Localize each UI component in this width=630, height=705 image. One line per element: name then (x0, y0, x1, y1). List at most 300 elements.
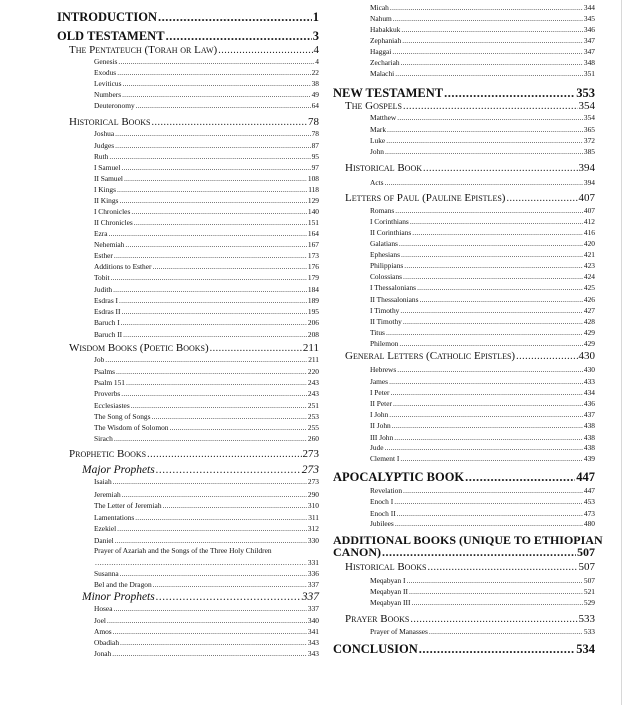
toc-entry-title: I John (370, 410, 389, 419)
toc-entry-i-kings[interactable] (57, 186, 319, 193)
toc-entry-james[interactable] (333, 378, 595, 385)
toc-page-number: 424 (583, 272, 595, 281)
toc-entry-nahum[interactable] (333, 15, 595, 22)
toc-entry-title: Letters of Paul (Pauline Epistles) (345, 192, 506, 204)
toc-entry-titus[interactable] (333, 329, 595, 336)
toc-leader-dots (391, 389, 583, 396)
toc-entry-leviticus[interactable] (57, 80, 319, 87)
toc-entry-title: Baruch II (94, 330, 123, 339)
toc-entry-introduction[interactable] (57, 11, 319, 24)
toc-entry-canon[interactable] (333, 546, 595, 558)
toc-page-number: 438 (583, 443, 595, 452)
toc-entry-title: I Kings (94, 185, 116, 194)
toc-page-number: 108 (307, 174, 319, 183)
toc-entry-title: I Timothy (370, 306, 400, 315)
toc-entry-jonah[interactable] (57, 650, 319, 657)
toc-entry-title: Malachi (370, 69, 395, 78)
toc-entry-deuteronomy[interactable] (57, 102, 319, 109)
toc-page-number: 430 (583, 365, 595, 374)
toc-entry-new-testament[interactable] (333, 87, 595, 100)
toc-leader-dots (117, 186, 307, 193)
toc-leader-dots (427, 563, 577, 573)
toc-entry-mark[interactable] (333, 126, 595, 133)
toc-entry-title: Prophetic Books (69, 448, 147, 460)
toc-entry-susanna[interactable] (57, 570, 319, 577)
toc-entry-matthew[interactable] (333, 114, 595, 121)
toc-page-number: 78 (308, 116, 319, 128)
toc-entry-title: Historical Book (345, 162, 422, 174)
toc-entry-i-john[interactable] (333, 411, 595, 418)
toc-entry-romans[interactable] (333, 207, 595, 214)
toc-entry-iii-john[interactable] (333, 434, 595, 441)
toc-leader-dots (158, 11, 312, 24)
toc-leader-dots (389, 411, 583, 418)
toc-entry-baruch-i[interactable] (57, 319, 319, 326)
toc-leader-dots (116, 368, 307, 375)
toc-page-number: 521 (583, 587, 595, 596)
toc-leader-dots (147, 450, 301, 460)
toc-entry-title: Joshua (94, 129, 115, 138)
toc-entry-historical-books[interactable] (333, 562, 595, 573)
toc-leader-dots (390, 4, 583, 11)
toc-page-number: 343 (307, 638, 319, 647)
toc-entry-ezra[interactable] (57, 230, 319, 237)
toc-entry-prayer-books[interactable] (333, 614, 595, 625)
toc-leader-dots (394, 434, 583, 441)
toc-leader-dots (135, 514, 307, 521)
toc-leader-dots (113, 628, 307, 635)
toc-entry-hosea[interactable] (57, 605, 319, 612)
toc-page-number: 421 (583, 250, 595, 259)
toc-entry-exodus[interactable] (57, 69, 319, 76)
toc-leader-dots (404, 262, 583, 269)
toc-entry-title: II Samuel (94, 174, 123, 183)
toc-entry-title: Bel and the Dragon (94, 580, 152, 589)
toc-page-number: 243 (307, 389, 319, 398)
toc-page-number: 206 (307, 318, 319, 327)
toc-entry-i-peter[interactable] (333, 389, 595, 396)
toc-leader-dots (122, 91, 311, 98)
toc-page-number: 260 (307, 434, 319, 443)
toc-entry-ii-timothy[interactable] (333, 318, 595, 325)
toc-entry-title: Sirach (94, 434, 113, 443)
toc-entry-title: Major Prophets (82, 464, 155, 476)
toc-leader-dots (410, 218, 583, 225)
toc-entry-title: Jubilees (370, 519, 394, 528)
toc-page-number: 331 (307, 558, 319, 567)
toc-entry-apocalyptic-book[interactable] (333, 471, 595, 484)
toc-page-number: 220 (307, 367, 319, 376)
toc-entry-title: NEW TESTAMENT (333, 86, 444, 100)
toc-page-number: 430 (578, 350, 595, 362)
toc-entry-title: The Gospels (345, 100, 402, 112)
toc-entry-title: OLD TESTAMENT (57, 29, 165, 43)
toc-entry-old-testament[interactable] (57, 30, 319, 43)
toc-entry-title: Haggai (370, 47, 392, 56)
toc-page-number: 129 (307, 196, 319, 205)
toc-entry-letters-of-paul-pauline-epistles[interactable] (333, 193, 595, 204)
toc-page-number: 533 (583, 627, 595, 636)
toc-entry-enoch-i[interactable] (333, 498, 595, 505)
toc-entry-bel-and-the-dragon[interactable] (57, 581, 319, 588)
toc-page-number: 433 (583, 377, 595, 386)
toc-entry-title: II Thessalonians (370, 295, 419, 304)
toc-entry-ezekiel[interactable] (57, 525, 319, 532)
toc-page-number: 385 (583, 147, 595, 156)
toc-entry-the-wisdom-of-solomon[interactable] (57, 424, 319, 431)
toc-entry-title: CONCLUSION (333, 642, 418, 656)
toc-leader-dots (112, 650, 307, 657)
toc-entry-nehemiah[interactable] (57, 241, 319, 248)
toc-entry-prophetic-books[interactable] (57, 449, 319, 460)
toc-leader-dots (395, 520, 583, 527)
toc-entry-the-gospels[interactable] (333, 101, 595, 112)
toc-entry-title: Clement I (370, 454, 400, 463)
toc-entry-title: Obadiah (94, 638, 120, 647)
toc-page-number: 345 (583, 14, 595, 23)
toc-entry-numbers[interactable] (57, 91, 319, 98)
toc-leader-dots (516, 352, 577, 362)
toc-page-number: 354 (578, 100, 595, 112)
toc-entry-ii-thessalonians[interactable] (333, 296, 595, 303)
toc-page-number: 347 (583, 47, 595, 56)
toc-entry-title: Genesis (94, 57, 118, 66)
toc-leader-dots (392, 48, 583, 55)
toc-leader-dots (385, 148, 583, 155)
toc-page-number: 507 (578, 561, 595, 573)
toc-entry-title: Judges (94, 141, 115, 150)
toc-entry-obadiah[interactable] (57, 639, 319, 646)
toc-page-number: 347 (583, 36, 595, 45)
toc-entry-ephesians[interactable] (333, 251, 595, 258)
toc-entry-philippians[interactable] (333, 262, 595, 269)
toc-entry-ii-peter[interactable] (333, 400, 595, 407)
toc-entry-micah[interactable] (333, 4, 595, 11)
toc-page-number: 211 (308, 355, 319, 364)
toc-page-number: 22 (311, 68, 319, 77)
toc-entry-philemon[interactable] (333, 340, 595, 347)
toc-page-number: 310 (307, 501, 319, 510)
toc-page-number: 348 (583, 58, 595, 67)
toc-leader-dots (156, 592, 301, 604)
toc-entry-title: Ezra (94, 229, 108, 238)
toc-entry-ruth[interactable] (57, 153, 319, 160)
toc-entry-title: II Timothy (370, 317, 402, 326)
toc-page-number: 167 (307, 240, 319, 249)
toc-leader-dots (121, 319, 307, 326)
toc-page-number: 4 (313, 44, 319, 56)
toc-leader-dots (122, 491, 307, 498)
toc-entry-galatians[interactable] (333, 240, 595, 247)
toc-entry-judges[interactable] (57, 142, 319, 149)
toc-leader-dots (402, 37, 583, 44)
toc-entry-ii-corinthians[interactable] (333, 229, 595, 236)
toc-leader-dots (397, 366, 583, 373)
toc-leader-dots (113, 605, 306, 612)
toc-entry-psalm-151[interactable] (57, 379, 319, 386)
toc-page-number: 95 (311, 152, 319, 161)
toc-entry-zechariah[interactable] (333, 59, 595, 66)
toc-entry-ecclesiastes[interactable] (57, 402, 319, 409)
toc-leader-dots (118, 58, 314, 65)
toc-page-number: 253 (307, 412, 319, 421)
toc-entry-historical-books[interactable] (57, 117, 319, 128)
toc-leader-dots (400, 455, 583, 462)
toc-page-number: 437 (583, 410, 595, 419)
toc-leader-dots (153, 581, 307, 588)
toc-entry-title: II John (370, 421, 391, 430)
toc-leader-dots (117, 525, 307, 532)
toc-entry-title: Nehemiah (94, 240, 125, 249)
toc-entry-lamentations[interactable] (57, 514, 319, 521)
toc-entry-i-corinthians[interactable] (333, 218, 595, 225)
toc-leader-dots (113, 286, 307, 293)
toc-entry-continuation[interactable] (57, 559, 319, 566)
toc-leader-dots (115, 537, 307, 544)
toc-leader-dots (397, 510, 583, 517)
toc-entry-sirach[interactable] (57, 435, 319, 442)
toc-page-number: 336 (307, 569, 319, 578)
toc-entry-ii-john[interactable] (333, 422, 595, 429)
toc-leader-dots (465, 471, 575, 484)
toc-entry-minor-prophets[interactable] (57, 592, 319, 604)
toc-entry-title: Esther (94, 251, 113, 260)
toc-leader-dots (386, 137, 583, 144)
toc-page-number: 151 (307, 218, 319, 227)
toc-page-number: 473 (583, 509, 595, 518)
toc-entry-esdras-ii[interactable] (57, 308, 319, 315)
toc-entry-the-song-of-songs[interactable] (57, 413, 319, 420)
toc-leader-dots (411, 599, 582, 606)
toc-page-number: 87 (311, 141, 319, 150)
toc-page-number: 351 (583, 69, 595, 78)
toc-leader-dots (397, 114, 583, 121)
toc-page-number: 312 (307, 524, 319, 533)
toc-page-number: 3 (312, 29, 319, 43)
toc-entry-luke[interactable] (333, 137, 595, 144)
toc-entry-title: Enoch I (370, 497, 394, 506)
toc-leader-dots (117, 69, 310, 76)
toc-entry-john[interactable] (333, 148, 595, 155)
toc-leader-dots (506, 194, 577, 204)
toc-entry-joshua[interactable] (57, 130, 319, 137)
toc-entry-ii-samuel[interactable] (57, 175, 319, 182)
toc-entry-title: II Peter (370, 399, 392, 408)
toc-entry-zephaniah[interactable] (333, 37, 595, 44)
toc-entry-i-chronicles[interactable] (57, 208, 319, 215)
toc-entry-title: Prayer of Manasses (370, 627, 428, 636)
toc-leader-dots (123, 331, 307, 338)
toc-page-number: 1 (312, 10, 319, 24)
toc-entry-clement-i[interactable] (333, 455, 595, 462)
toc-entry-title: Nahum (370, 14, 392, 23)
toc-page-number: 353 (576, 86, 595, 100)
toc-page-number: 184 (307, 285, 319, 294)
toc-leader-dots (417, 284, 583, 291)
toc-entry-i-timothy[interactable] (333, 307, 595, 314)
toc-leader-dots (401, 26, 583, 33)
toc-entry-general-letters-catholic-epistles[interactable] (333, 351, 595, 362)
toc-entry-joel[interactable] (57, 617, 319, 624)
toc-entry-ii-kings[interactable] (57, 197, 319, 204)
toc-entry-title: James (370, 377, 389, 386)
toc-leader-dots (151, 413, 306, 420)
toc-entry-meqabyan-ii[interactable] (333, 588, 595, 595)
toc-leader-dots (403, 487, 583, 494)
toc-entry-title: Habakkuk (370, 25, 401, 34)
toc-leader-dots (395, 207, 583, 214)
toc-entry-title: Luke (370, 136, 386, 145)
toc-entry-enoch-ii[interactable] (333, 510, 595, 517)
toc-entry-title: Zechariah (370, 58, 400, 67)
page-edge-divider (621, 0, 622, 705)
toc-page-number: 434 (583, 388, 595, 397)
toc-entry-title: Philemon (370, 339, 399, 348)
toc-leader-dots (403, 273, 583, 280)
toc-page-number: 189 (307, 296, 319, 305)
toc-entry-title: Hebrews (370, 365, 397, 374)
toc-leader-dots (115, 142, 310, 149)
toc-entry-title: Matthew (370, 113, 397, 122)
toc-entry-revelation[interactable] (333, 487, 595, 494)
toc-entry-title: Micah (370, 3, 389, 12)
toc-page-number: 140 (307, 207, 319, 216)
toc-page-number: 273 (302, 448, 319, 460)
toc-entry-i-thessalonians[interactable] (333, 284, 595, 291)
toc-entry-prayer-of-manasses[interactable] (333, 628, 595, 635)
toc-leader-dots (109, 153, 310, 160)
toc-page-number: 507 (583, 576, 595, 585)
toc-leader-dots (385, 179, 583, 186)
toc-leader-dots (107, 617, 307, 624)
toc-leader-dots (166, 30, 312, 43)
toc-entry-meqabyan-i[interactable] (333, 577, 595, 584)
toc-page-number: 38 (311, 79, 319, 88)
toc-page-number: 97 (311, 163, 319, 172)
toc-page-number: 343 (307, 649, 319, 658)
toc-leader-dots (389, 378, 583, 385)
toc-leader-dots (151, 118, 307, 128)
toc-page-number: 372 (583, 136, 595, 145)
toc-entry-malachi[interactable] (333, 70, 595, 77)
toc-entry-daniel[interactable] (57, 537, 319, 544)
toc-leader-dots (119, 197, 306, 204)
toc-entry-wisdom-books-poetic-books[interactable] (57, 343, 319, 354)
toc-leader-dots (121, 390, 307, 397)
toc-entry-hebrews[interactable] (333, 366, 595, 373)
toc-page-number: 534 (576, 642, 595, 656)
toc-leader-dots (109, 230, 307, 237)
toc-entry-title: Prayer of Azariah and the Songs of the Three Holy Children (94, 546, 272, 555)
toc-entry-the-pentateuch-torah-or-law[interactable] (57, 45, 319, 56)
toc-leader-dots (423, 164, 578, 174)
toc-entry-title: The Pentateuch (Torah or Law) (69, 44, 218, 56)
toc-page-number: 394 (583, 178, 595, 187)
toc-page-number: 412 (583, 217, 595, 226)
toc-leader-dots (382, 546, 576, 558)
toc-entry-title: The Letter of Jeremiah (94, 501, 162, 510)
toc-entry-baruch-ii[interactable] (57, 331, 319, 338)
toc-page-number: 243 (307, 378, 319, 387)
toc-entry-title: Ecclesiastes (94, 401, 130, 410)
toc-entry-title: Revelation (370, 486, 403, 495)
toc-leader-dots (131, 208, 307, 215)
toc-entry-title: II Kings (94, 196, 119, 205)
toc-entry-title: Historical Books (345, 561, 427, 573)
toc-entry-esdras-i[interactable] (57, 297, 319, 304)
toc-page-number: 78 (311, 129, 319, 138)
toc-page-number: 447 (576, 470, 595, 484)
toc-entry-isaiah[interactable] (57, 478, 319, 485)
toc-entry-title: Amos (94, 627, 112, 636)
toc-entry-jude[interactable] (333, 444, 595, 451)
toc-page-number: 64 (311, 101, 319, 110)
toc-leader-dots (409, 588, 583, 595)
toc-page-number: 176 (307, 262, 319, 271)
toc-entry-title: Lamentations (94, 513, 135, 522)
toc-entry-meqabyan-iii[interactable] (333, 599, 595, 606)
toc-leader-dots (121, 164, 310, 171)
toc-entry-habakkuk[interactable] (333, 26, 595, 33)
toc-page-number: 425 (583, 283, 595, 292)
toc-page-number: 423 (583, 261, 595, 270)
toc-entry-tobit[interactable] (57, 274, 319, 281)
toc-page-number: 195 (307, 307, 319, 316)
toc-entry-acts[interactable] (333, 179, 595, 186)
toc-entry-title: Meqabyan I (370, 576, 406, 585)
toc-entry-major-prophets[interactable] (57, 465, 319, 477)
toc-entry-judith[interactable] (57, 286, 319, 293)
toc-leader-dots (385, 444, 583, 451)
toc-entry-jeremiah[interactable] (57, 491, 319, 498)
toc-entry-title: INTRODUCTION (57, 10, 158, 24)
toc-page-number: 429 (583, 339, 595, 348)
toc-entry-historical-book[interactable] (333, 163, 595, 174)
toc-entry-jubilees[interactable] (333, 520, 595, 527)
toc-entry-title: Historical Books (69, 116, 151, 128)
toc-page-number: 447 (583, 486, 595, 495)
toc-entry-ii-chronicles[interactable] (57, 219, 319, 226)
toc-entry-psalms[interactable] (57, 368, 319, 375)
toc-entry-prayer-of-azariah-and-the-songs-of-the-three-holy-children[interactable] (57, 547, 319, 554)
toc-leader-dots (387, 126, 583, 133)
toc-entry-title: Meqabyan III (370, 598, 411, 607)
toc-entry-proverbs[interactable] (57, 390, 319, 397)
toc-leader-dots (399, 340, 583, 347)
toc-page-number: 255 (307, 423, 319, 432)
toc-entry-job[interactable] (57, 356, 319, 363)
toc-entry-amos[interactable] (57, 628, 319, 635)
toc-entry-haggai[interactable] (333, 48, 595, 55)
toc-entry-title: Joel (94, 616, 106, 625)
toc-page-number: 344 (583, 3, 595, 12)
toc-entry-i-samuel[interactable] (57, 164, 319, 171)
toc-entry-title: I Corinthians (370, 217, 409, 226)
toc-entry-title: Jeremiah (94, 490, 121, 499)
toc-entry-conclusion[interactable] (333, 643, 595, 656)
toc-page-number: 118 (308, 185, 319, 194)
toc-entry-additions-to-esther[interactable] (57, 263, 319, 270)
toc-entry-title: Ephesians (370, 250, 400, 259)
toc-page-number: 337 (301, 591, 319, 603)
toc-entry-esther[interactable] (57, 252, 319, 259)
toc-leader-dots (124, 175, 307, 182)
toc-entry-title: Isaiah (94, 477, 112, 486)
toc-entry-colossians[interactable] (333, 273, 595, 280)
toc-page-number: 426 (583, 295, 595, 304)
toc-entry-genesis[interactable] (57, 58, 319, 65)
toc-entry-the-letter-of-jeremiah[interactable] (57, 502, 319, 509)
